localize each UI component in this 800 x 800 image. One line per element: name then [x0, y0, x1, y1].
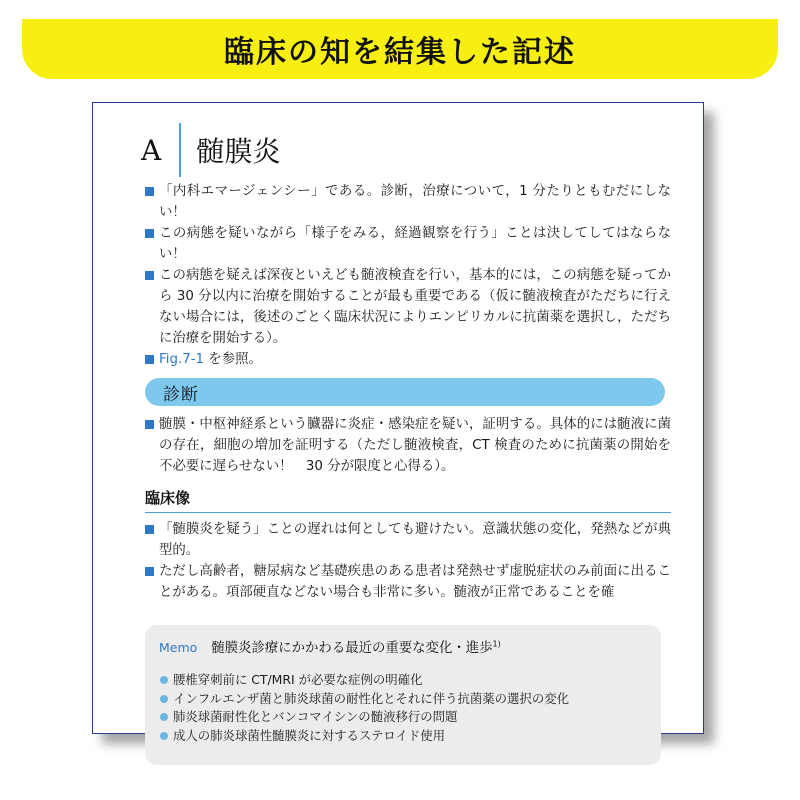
- memo-item-text: 肺炎球菌耐性化とバンコマイシンの髄液移行の問題: [173, 709, 458, 724]
- intro-bullet: [145, 223, 671, 265]
- square-bullet-icon: [145, 271, 154, 280]
- section-divider: [179, 123, 181, 177]
- square-bullet-icon: [145, 355, 154, 364]
- intro-bullet-text: この病態を疑えば深夜といえども髄液検査を行い，基本的には，この病態を疑ってから 30 分以内に治療を開始することが最も重要である（仮に髄液検査がただちに行えない場合には，後述のごとく臨床状況によりエンピリカルに抗菌薬を選択し，ただちに治療を開始する）。: [159, 268, 671, 346]
- page-content: [145, 181, 671, 603]
- memo-title: [211, 637, 500, 656]
- memo-item: [159, 690, 659, 709]
- memo-item-text: 腰椎穿刺前に CT/MRI が必要な症例の明確化: [173, 672, 423, 687]
- memo-list: [159, 671, 659, 745]
- memo-item: [159, 671, 659, 690]
- clinical-heading: [145, 487, 671, 513]
- diagnosis-heading: [145, 378, 665, 406]
- clinical-bullet: [145, 561, 671, 603]
- section-title: 髄膜炎: [196, 135, 281, 168]
- book-page: [92, 102, 704, 743]
- clinical-bullet-text: ただし高齢者，糖尿病など基礎疾患のある患者は発熱せず虚脱症状のみ前面に出ることがある。項部硬直などない場合も非常に多い。髄液が正常であることを確: [159, 564, 671, 600]
- figure-link[interactable]: Fig.7-1: [159, 352, 205, 367]
- banner-title: 臨床の知を結集した記述: [224, 35, 576, 70]
- memo-item: [159, 708, 659, 727]
- clinical-bullet: [145, 519, 671, 561]
- figure-reference: [145, 349, 671, 370]
- intro-bullet-text: 「内科エマージェンシー」である。診断，治療について，1 分たりともむだにしない！: [159, 184, 671, 220]
- intro-bullet: [145, 265, 671, 349]
- square-bullet-icon: [145, 567, 154, 576]
- clinical-heading-text: 臨床像: [145, 489, 191, 507]
- square-bullet-icon: [145, 187, 154, 196]
- square-bullet-icon: [145, 525, 154, 534]
- section-header: [141, 125, 281, 175]
- round-bullet-icon: [160, 676, 168, 684]
- diagnosis-bullet-text: 髄膜・中枢神経系という臓器に炎症・感染症を疑い，証明する。具体的には髄液に菌の存在，細胞の増加を証明する（ただし髄液検査，CT 検査のために抗菌薬の開始を不必要に遅らせない！ 30 分が限度と心得る）。: [159, 417, 671, 474]
- round-bullet-icon: [160, 732, 168, 740]
- intro-bullet: [145, 181, 671, 223]
- round-bullet-icon: [160, 713, 168, 721]
- diagnosis-bullet: [145, 414, 671, 477]
- intro-bullet-text: この病態を疑いながら「様子をみる，経過観察を行う」ことは決してしてはならない！: [159, 226, 671, 262]
- memo-title-reference: 1): [492, 639, 501, 649]
- banner: [22, 19, 778, 79]
- memo-item-text: 成人の肺炎球菌性髄膜炎に対するステロイド使用: [173, 727, 445, 743]
- square-bullet-icon: [145, 420, 154, 429]
- memo-title-text: 髄膜炎診療にかかわる最近の重要な変化・進歩: [211, 641, 493, 656]
- diagnosis-heading-text: 診断: [163, 384, 199, 405]
- clinical-bullet-text: 「髄膜炎を疑う」ことの遅れは何としても避けたい。意識状態の変化，発熱などが典型的。: [159, 522, 671, 558]
- memo-item-text: インフルエンザ菌と肺炎球菌の耐性化とそれに伴う抗菌薬の選択の変化: [173, 690, 570, 706]
- figure-reference-text: を参照。: [204, 352, 262, 367]
- memo-item: [159, 727, 659, 746]
- section-letter: A: [141, 133, 162, 167]
- memo-header: [159, 637, 501, 656]
- square-bullet-icon: [145, 229, 154, 238]
- memo-label: Memo: [159, 640, 198, 655]
- memo-box: [145, 625, 661, 765]
- round-bullet-icon: [160, 695, 168, 703]
